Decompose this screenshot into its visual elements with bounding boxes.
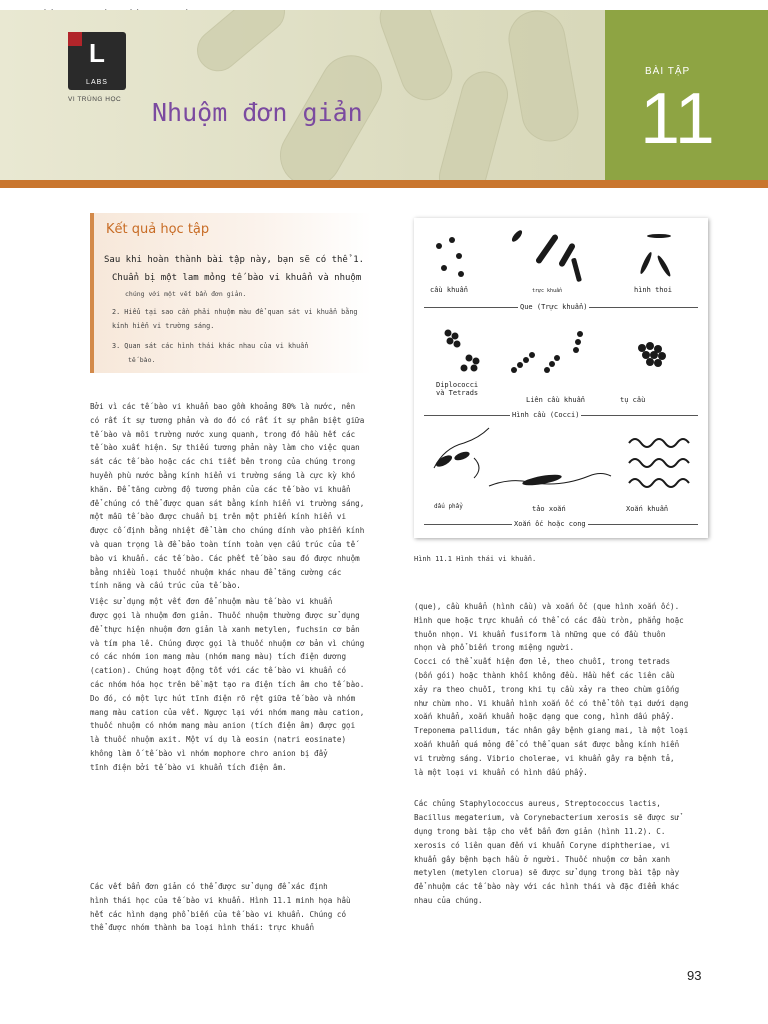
section-cocci: Hình cầu (Cocci) bbox=[512, 411, 580, 419]
logo-caption: VI TRÙNG HỌC bbox=[68, 96, 122, 103]
label-staphylococcus: tụ cầu bbox=[620, 396, 646, 404]
bacteria-decoration bbox=[504, 10, 583, 146]
outcome-item-1-cont: chúng với một vết bẩn đơn giản. bbox=[125, 290, 247, 298]
bacteria-decoration bbox=[188, 10, 293, 80]
outcome-item-2: 2. Hiểu tại sao cần phải nhuộm màu để quan sát vi khuẩn bằng kính hiển vi trường sáng. bbox=[112, 308, 358, 330]
section-spiral: Xoắn ốc hoặc cong bbox=[514, 520, 586, 528]
left-column-bottom bbox=[90, 880, 390, 935]
outcomes-heading: Kết quả học tập bbox=[106, 222, 210, 237]
outcome-item-3-cont: tế bào. bbox=[128, 356, 156, 364]
outcomes-intro bbox=[104, 251, 372, 287]
morphology-drawings bbox=[414, 218, 708, 538]
outcomes-intro-line: Sau khi hoàn thành bài tập này, bạn sẽ có thể 1. bbox=[104, 255, 365, 265]
label-comma: dấu phẩy bbox=[434, 503, 463, 510]
label-streptococcus: Liên cầu khuẩn bbox=[526, 396, 586, 404]
left-paragraph-1: Bởi vì các tế bào vi khuẩn bao gồm khoảng 80% là nước, nên có rất ít sự tương phản và do đó có rất ít sự phân biệt giữa tế bào và môi trường nước xung quanh, trong đó hầu hết các tế bào xuất hiện. Sự thiếu tương phản này làm cho việc quan sát các tế bào hoặc các chi tiết bên trong của chúng trong huyền phù nước bằng kính hiển vi trường sáng là cực kỳ khó khăn. Để tăng cường độ tương phản của các tế bào vi khuẩn để chúng có thể được quan sát bằng kính hiển vi trường sáng, một mẫu tế bào được chuẩn bị trên một phiến kính hiển vi được cố định bằng nhiệt để làm cho chúng dính vào phiến kính và quan trọng là để bảo toàn tính toàn vẹn cấu trúc của tế bào vi khuẩn. các tế bào. Các phết tế bào sau đó được nhuộm bằng nhiều loại thuốc nhuộm khác nhau để tăng cường các tính năng và cấu trúc của tế bào. bbox=[90, 402, 365, 591]
morphology-figure bbox=[414, 218, 708, 538]
label-spirochete: tảo xoắn bbox=[532, 505, 566, 513]
logo-letter: L bbox=[89, 38, 105, 68]
right-paragraph-1: (que), cầu khuẩn (hình cầu) và xoắn ốc (que hình xoắn ốc). Hình que hoặc trực khuẩn có thể có các đầu tròn, phẳng hoặc thuôn nhọn. Vi khuẩn fusiform là những que có đầu thuôn nhọn và phổ biến trong miệng người. Cocci có thể xuất hiện đơn lẻ, theo chuỗi, trong tetrads (bốn gói) hoặc thành khối không đều. Hầu hết các liên cầu xảy ra theo chuỗi, trong khi tụ cầu xảy ra theo chùm giống như chùm nho. Vi khuẩn hình xoắn ốc có thể tồn tại dưới dạng xoắn khuẩn, xoắn khuẩn hoặc dạng que cong, hình dấu phẩy. Treponema pallidum, tác nhân gây bệnh giang mai, là một loại xoắn khuẩn quá mỏng để có thể quan sát được bằng kính hiển vi trường sáng. Vibrio cholerae, vi khuẩn gây ra bệnh tả, là một loại vi khuẩn có hình dấu phẩy. bbox=[414, 602, 689, 777]
label-fusiform: hình thoi bbox=[634, 286, 672, 294]
bacteria-decoration bbox=[372, 10, 459, 108]
section-bacilli: Que (Trực khuẩn) bbox=[520, 303, 588, 311]
outcome-item-3: 3. Quan sát các hình thái khác nhau của vi khuẩn bbox=[112, 342, 309, 350]
page-number: 93 bbox=[687, 968, 702, 983]
right-paragraph-2: Các chủng Staphylococcus aureus, Streptococcus lactis, Bacillus megaterium, và Corynebacterium xerosis sẽ được sử dụng trong bài tập cho vết bẩn đơn giản (hình 11.2). C. xerosis có liên quan đến vi khuẩn Coryne diphtheriae, vi khuẩn gây bệnh bạch hầu ở người. Thuốc nhuộm cơ bản xanh metylen (metylen clorua) sẽ được sử dụng trong bài tập này để nhuộm các tế bào này với các hình thái và đặc điểm khác nhau của chúng. bbox=[414, 799, 680, 905]
label-diplococci: Diplococci và Tetrads bbox=[436, 381, 479, 397]
label-spirillum: Xoắn khuẩn bbox=[626, 505, 669, 513]
left-column bbox=[90, 400, 390, 775]
label-bacillus: trực khuẩn bbox=[532, 288, 563, 294]
left-paragraph-3: Các vết bẩn đơn giản có thể được sử dụng để xác định hình thái học của tế bào vi khuẩn. Hình 11.1 minh họa hầu hết các hình dạng phổ biến của tế bào vi khuẩn. Chúng có thể được nhóm thành ba loại hình thái: trực khuẩn bbox=[90, 882, 351, 933]
figure-caption: Hình 11.1 Hình thái vi khuẩn. bbox=[414, 555, 537, 563]
logo-subtext: LABS bbox=[86, 79, 108, 86]
exercise-number: 11 bbox=[640, 79, 715, 159]
right-column bbox=[414, 600, 724, 908]
learnsmart-labs-logo bbox=[68, 32, 126, 90]
learning-outcomes-box bbox=[90, 213, 372, 373]
page-title: Nhuộm đơn giản bbox=[152, 98, 363, 127]
header-divider bbox=[0, 180, 768, 188]
outcome-item-1: Chuẩn bị một lam mỏng tế bào vi khuẩn và nhuộm bbox=[112, 273, 362, 283]
left-paragraph-2: Việc sử dụng một vết đơn để nhuộm màu tế bào vi khuẩn được gọi là nhuộm đơn giản. Thuốc nhuộm thường được sử dụng để thực hiện nhuộm đơn giản là xanh metylen, fuchsin cơ bản và tím pha lê. Chúng được gọi là thuốc nhuộm cơ bản vì chúng có các nhóm ion mang màu (nhóm mang màu) tích điện dương (cation). Chúng hoạt động tốt với các tế bào vi khuẩn có các nhóm hóa học trên bề mặt tạo ra điện tích âm cho tế bào. Do đó, có một lực hút tĩnh điện rõ rệt giữa tế bào và nhóm mang màu cation của vết. Ngược lại với nhóm mang màu cation, thuốc nhuộm có nhóm mang màu anion (tích điện âm) được gọi là thuốc nhuộm axit. Một ví dụ là eosin (natri eosinate) không làm ố tế bào vì nhóm mophore chro anion bị đẩy tĩnh điện bởi tế bào vi khuẩn tích điện âm. bbox=[90, 597, 365, 772]
exercise-label: BÀI TẬP bbox=[645, 66, 691, 77]
label-coccus: cầu khuẩn bbox=[430, 286, 468, 294]
